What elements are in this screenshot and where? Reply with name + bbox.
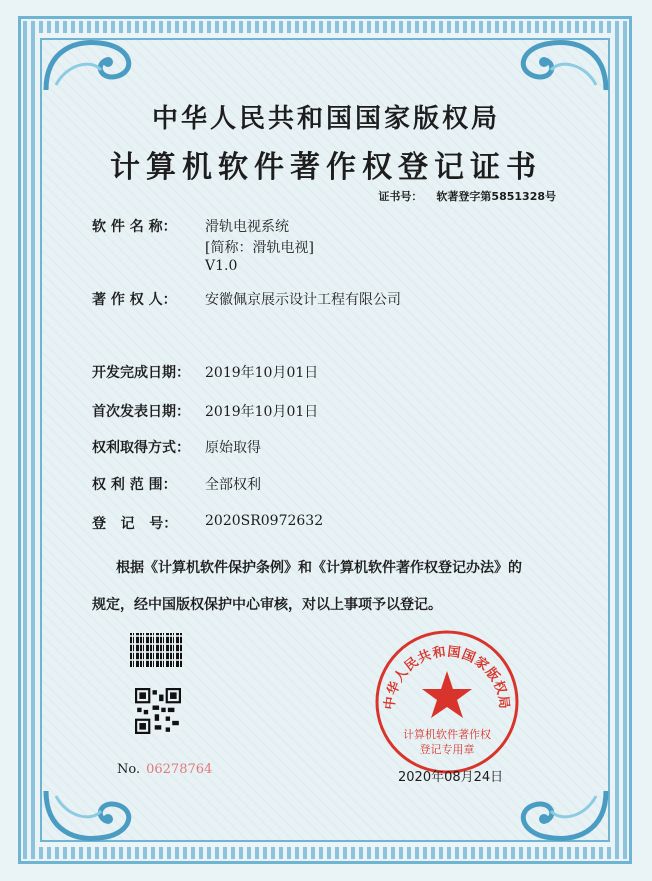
scope-label: 权 利 范 围：: [92, 477, 177, 493]
corner-ornament-icon: [486, 781, 616, 851]
dev-date-label: 开发完成日期：: [92, 365, 190, 381]
seal-star-icon: [422, 671, 472, 718]
certificate-number: [378, 188, 556, 204]
issuer-heading: 中华人民共和国国家版权局: [151, 104, 500, 134]
scope-value: 全部权利: [205, 477, 261, 493]
owner-value: 安徽佩京展示设计工程有限公司: [205, 292, 401, 308]
serial-value: 06278764: [146, 762, 213, 777]
software-name-value: 滑轨电视系统: [205, 219, 289, 235]
barcode-overlay: [130, 633, 182, 667]
corner-ornament-icon: [486, 30, 616, 100]
official-seal-icon: [372, 627, 522, 777]
software-version: V1.0: [205, 258, 238, 274]
owner-label: 著 作 权 人：: [92, 292, 177, 308]
serial-prefix: No.: [117, 762, 141, 777]
acquisition-value: 原始取得: [205, 440, 261, 456]
seal-outer-text: 中华人民共和国国家版权局: [382, 644, 512, 711]
software-name-label: 软 件 名 称：: [92, 219, 177, 235]
issue-date: 2020年08月24日: [398, 770, 504, 785]
dev-date-value: 2019年10月01日: [205, 365, 319, 381]
pub-date-label: 首次发表日期：: [92, 404, 190, 420]
serial-number: [117, 762, 212, 777]
qr-code-icon: [135, 688, 181, 734]
registration-value: 2020SR0972632: [205, 513, 324, 529]
corner-ornament-icon: [36, 30, 166, 100]
seal-inner-text-1: 计算机软件著作权: [403, 728, 491, 741]
certificate-number-label: 证书号：: [378, 190, 423, 203]
statement-line-2: 规定，经中国版权保护中心审核，对以上事项予以登记。: [92, 597, 442, 613]
certificate-title: 计算机软件著作权登记证书: [110, 150, 542, 185]
pub-date-value: 2019年10月01日: [205, 404, 319, 420]
corner-ornament-icon: [36, 781, 166, 851]
software-short-name: [简称：滑轨电视]: [205, 240, 314, 256]
certificate-number-value: 软著登字第5851328号: [436, 190, 556, 203]
seal-inner-text-2: 登记专用章: [419, 743, 475, 756]
acquisition-label: 权利取得方式：: [92, 440, 190, 456]
registration-label: 登 记 号：: [92, 516, 178, 532]
statement-line-1: 根据《计算机软件保护条例》和《计算机软件著作权登记办法》的: [116, 560, 522, 576]
